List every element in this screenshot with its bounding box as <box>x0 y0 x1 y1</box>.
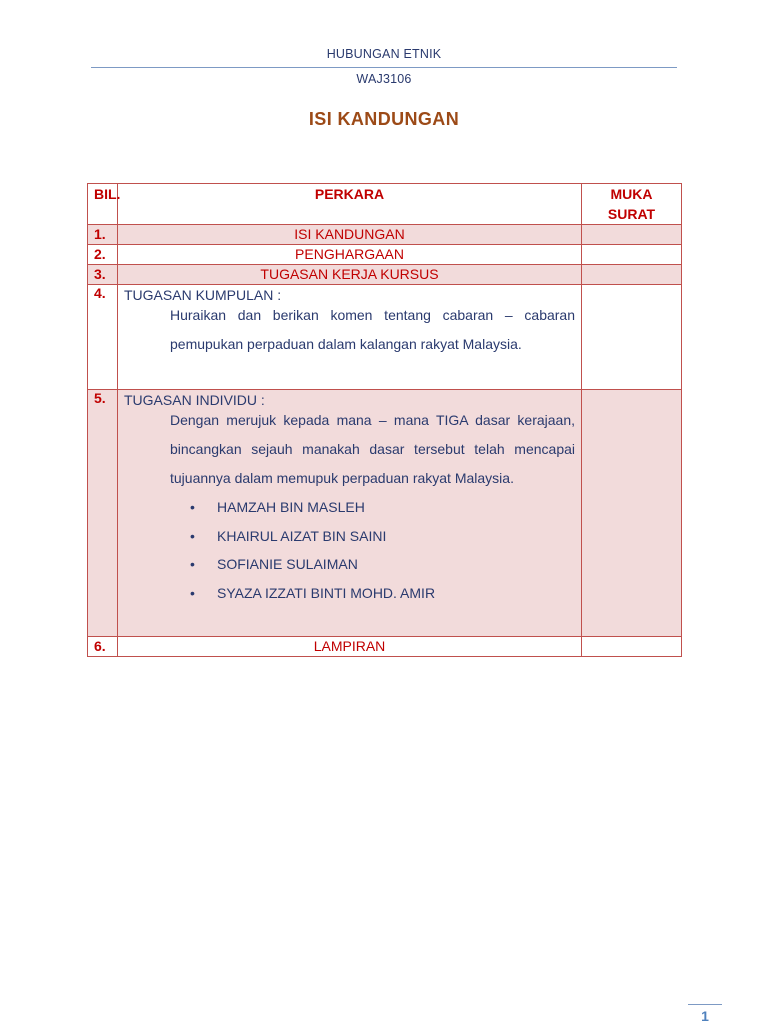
row-number: 1. <box>88 225 118 245</box>
row-page <box>582 265 682 285</box>
row-number: 6. <box>88 637 118 657</box>
member-name: SOFIANIE SULAIMAN <box>217 556 358 572</box>
list-item <box>190 579 575 608</box>
bullet-icon: • <box>190 527 195 544</box>
row-item: TUGASAN KERJA KURSUS <box>118 265 582 285</box>
section-description: Dengan merujuk kepada mana – mana TIGA dasar kerajaan, bincangkan sejauh manakah dasar tersebut telah mencapai tujuannya dalam memupuk perpaduan rakyat Malaysia. <box>170 412 575 486</box>
row-number: 5. <box>88 390 118 637</box>
member-name: SYAZA IZZATI BINTI MOHD. AMIR <box>217 584 436 601</box>
bullet-icon: • <box>190 499 195 515</box>
table-row <box>88 265 682 285</box>
list-item <box>190 550 575 579</box>
row-item: ISI KANDUNGAN <box>118 225 582 245</box>
row-item: PENGHARGAAN <box>118 245 582 265</box>
member-name: KHAIRUL AIZAT BIN SAINI <box>217 527 387 544</box>
table-row <box>88 245 682 265</box>
row-page <box>582 245 682 265</box>
header-code: WAJ3106 <box>356 72 412 86</box>
table-header-row <box>88 184 682 225</box>
row-item <box>118 390 582 637</box>
section-description: Huraikan dan berikan komen tentang cabaran – cabaran pemupukan perpaduan dalam kalangan rakyat Malaysia. <box>170 307 575 352</box>
bullet-icon: • <box>190 556 195 572</box>
row-number: 4. <box>88 285 118 390</box>
section-title: TUGASAN INDIVIDU : <box>124 392 265 408</box>
contents-table <box>87 183 682 657</box>
row-number: 2. <box>88 245 118 265</box>
header-bil: BIL. <box>88 184 118 225</box>
header-perkara: PERKARA <box>118 184 582 225</box>
page-title: ISI KANDUNGAN <box>308 109 460 129</box>
row-number: 3. <box>88 265 118 285</box>
row-page <box>582 225 682 245</box>
row-page <box>582 390 682 637</box>
header-course: HUBUNGAN ETNIK <box>326 47 442 61</box>
table-row <box>88 390 682 637</box>
bullet-icon: • <box>190 584 195 601</box>
table-row <box>88 225 682 245</box>
header-muka-surat: MUKA SURAT <box>582 184 682 225</box>
row-item <box>118 285 582 390</box>
row-page <box>582 637 682 657</box>
page-number: 1 <box>701 1008 709 1024</box>
list-item <box>190 493 575 522</box>
footer-divider <box>688 1004 722 1005</box>
list-item <box>190 522 575 551</box>
table-row <box>88 285 682 390</box>
row-item: LAMPIRAN <box>118 637 582 657</box>
member-name: HAMZAH BIN MASLEH <box>217 499 365 515</box>
header-divider <box>91 67 677 68</box>
row-page <box>582 285 682 390</box>
table-row <box>88 637 682 657</box>
member-list <box>124 493 575 611</box>
section-title: TUGASAN KUMPULAN : <box>124 287 282 303</box>
